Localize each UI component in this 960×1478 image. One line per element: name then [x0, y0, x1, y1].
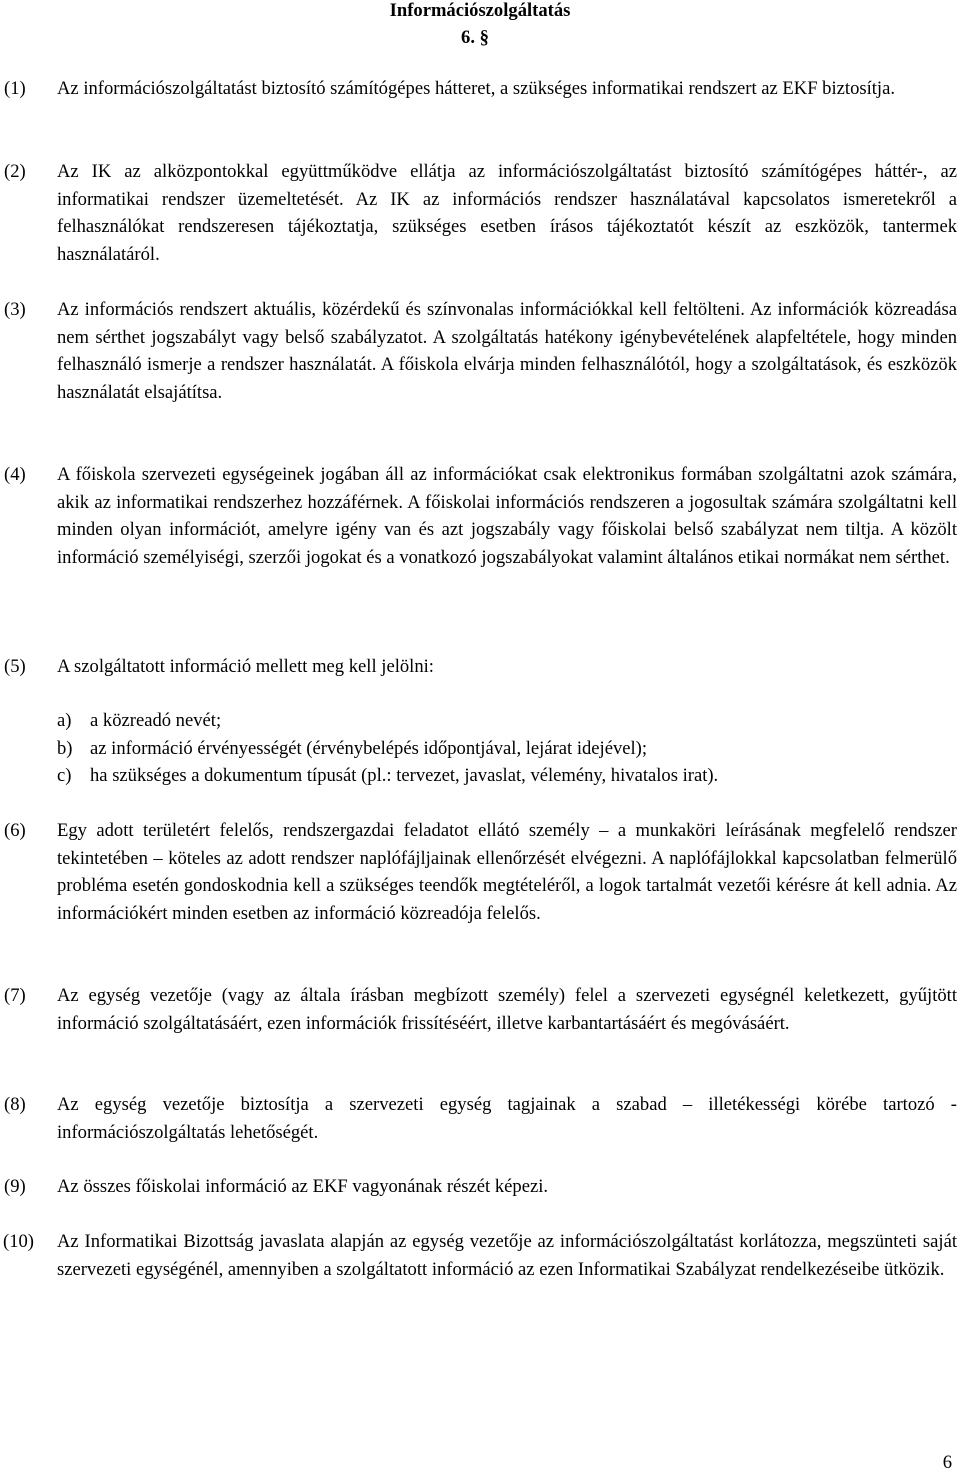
- paragraph-number: (7): [4, 985, 26, 1006]
- paragraph-8: [0, 1091, 960, 1146]
- paragraph-text: Az információs rendszert aktuális, közérdekű és színvonalas információkkal kell feltölteni. Az információk közreadása nem sérthet jogszabályt vagy belső szabályzatot. A szolgáltatás hatékony igénybevételének alapfeltétele, hogy minden felhasználó ismerje a rendszer használatát. A főiskola elvárja minden felhasználótól, hogy a szolgáltatások, és eszközök használatát elsajátítsa.: [57, 299, 957, 403]
- list-item: [57, 707, 957, 735]
- paragraph-text: Az IK az alközpontokkal együttműködve ellátja az információszolgáltatást biztosító számítógépes háttér-, az informatikai rendszer üzemeltetését. Az IK az információs rendszer használatával kapcsolatos ismeretekről a felhasználókat rendszeresen tájékoztatja, szükséges esetben írásos tájékoztatót készít az eszközök, tantermek használatáról.: [57, 161, 957, 265]
- list-5: [57, 707, 957, 790]
- heading: [0, 0, 960, 51]
- list-item-text: az információ érvényességét (érvénybelépés időpontjával, lejárat idejével);: [90, 737, 648, 759]
- paragraph-text: A főiskola szervezeti egységeinek jogában áll az információkat csak elektronikus formában szolgáltatni azok számára, akik az informatikai rendszerhez hozzáférnek. A főiskolai információs rendszeren a jogosultak számára szolgáltatni kell minden olyan információt, amelyre igény van és azt jogszabály vagy főiskolai belső szabályzat nem tiltja. A közölt információ személyiségi, szerzői jogokat és a vonatkozó jogszabályokat valamint általános etikai normákat nem sérthet.: [57, 464, 957, 568]
- paragraph-5: [0, 653, 960, 681]
- section-number: 6. §: [461, 27, 489, 48]
- paragraph-text: A szolgáltatott információ mellett meg kell jelölni:: [57, 656, 434, 677]
- list-item-label: b): [57, 737, 73, 759]
- paragraph-10: [0, 1228, 960, 1283]
- paragraph-text: Az összes főiskolai információ az EKF vagyonának részét képezi.: [57, 1176, 549, 1197]
- paragraph-number: (8): [4, 1094, 26, 1115]
- list-item-label: c): [57, 765, 72, 787]
- paragraph-number: (1): [4, 78, 26, 99]
- paragraph-1: [0, 75, 960, 103]
- list-item: [57, 735, 957, 763]
- paragraph-number: (10): [3, 1231, 34, 1252]
- paragraph-text: Az egység vezetője biztosítja a szervezeti egység tagjainak a szabad – illetékességi körébe tartozó -információszolgáltatás lehetőségét.: [57, 1094, 957, 1143]
- page-title: Információszolgáltatás: [389, 0, 571, 21]
- paragraph-number: (6): [4, 820, 26, 841]
- paragraph-number: (9): [4, 1176, 26, 1197]
- paragraph-2: [0, 158, 960, 268]
- paragraph-text: Az Informatikai Bizottság javaslata alapján az egység vezetője az információszolgáltatást korlátozza, megszünteti saját szervezeti egységénél, amennyiben a szolgáltatott információ az ezen Informatikai Szabályzat rendelkezéseibe ütközik.: [57, 1231, 957, 1280]
- paragraph-4: [0, 461, 960, 571]
- paragraph-text: Egy adott területért felelős, rendszergazdai feladatot ellátó személy – a munkaköri leírásának megfelelő rendszer tekintetében – köteles az adott rendszer naplófájljainak ellenőrzését elvégezni. A naplófájlokkal kapcsolatban felmerülő probléma esetén gondoskodnia kell a szükséges teendők megtételéről, a logok tartalmát vezetői kérésre át kell adnia. Az információkért minden esetben az információ közreadója felelős.: [57, 820, 957, 924]
- paragraph-number: (4): [4, 464, 26, 485]
- list-item-label: a): [57, 710, 72, 731]
- list-item: [57, 762, 957, 790]
- paragraph-number: (2): [4, 161, 26, 182]
- paragraph-text: Az információszolgáltatást biztosító számítógépes hátteret, a szükséges informatikai rendszert az EKF biztosítja.: [57, 78, 895, 99]
- paragraph-6: [0, 817, 960, 927]
- paragraph-text: Az egység vezetője (vagy az általa írásban megbízott személy) felel a szervezeti egységnél keletkezett, gyűjtött információ szolgáltatásáért, ezen információk frissítéséért, illetve karbantartásáért és megóvásáért.: [57, 985, 957, 1034]
- list-item-text: a közreadó nevét;: [90, 710, 222, 731]
- page-number: 6: [942, 1452, 952, 1473]
- paragraph-number: (5): [4, 656, 26, 677]
- list-item-text: ha szükséges a dokumentum típusát (pl.: tervezet, javaslat, vélemény, hivatalos irat).: [90, 765, 719, 787]
- paragraph-number: (3): [4, 299, 26, 320]
- paragraph-7: [0, 982, 960, 1037]
- paragraph-3: [0, 296, 960, 406]
- paragraph-9: [0, 1173, 960, 1201]
